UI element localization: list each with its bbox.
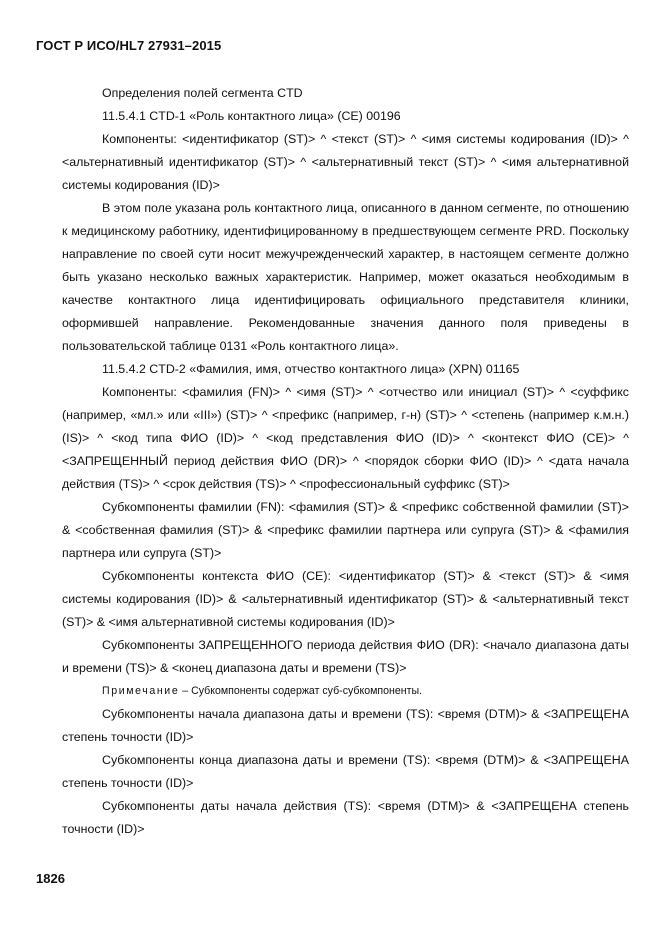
- paragraph: Субкомпоненты фамилии (FN): <фамилия (ST)> & <префикс собственной фамилии (ST)> & <собственная фамилия (ST)> & <префикс фамилии партнера или супруга (ST)> & <фамилия партнера или супруга (ST)>: [62, 500, 629, 560]
- paragraph: Субкомпоненты контекста ФИО (CE): <идентификатор (ST)> & <текст (ST)> & <имя системы кодирования (ID)> & <альтернативный идентификатор (ST)> & <альтернативный текст (ST)> & <имя альтернативной системы кодирования (ID)>: [62, 569, 629, 629]
- page-number: 1826: [36, 871, 65, 886]
- note: [62, 680, 629, 703]
- paragraph: Субкомпоненты конца диапазона даты и времени (TS): <время (DTM)> & <ЗАПРЕЩЕНА степень точности (ID)>: [62, 753, 629, 790]
- field-heading-ctd-1: 11.5.4.1 CTD-1 «Роль контактного лица» (CE) 00196: [102, 109, 401, 123]
- paragraph: Компоненты: <идентификатор (ST)> ^ <текст (ST)> ^ <имя системы кодирования (ID)> ^ <альтернативный идентификатор (ST)> ^ <альтернативный текст (ST)> ^ <имя альтернативной системы кодирования (ID)>: [62, 132, 629, 192]
- section-title: Определения полей сегмента CTD: [102, 86, 303, 100]
- document-body: [62, 82, 629, 841]
- note-label: Примечание: [102, 685, 180, 697]
- note-text: – Субкомпоненты содержат суб-субкомпоненты.: [179, 685, 423, 697]
- paragraph: Субкомпоненты даты начала действия (TS): <время (DTM)> & <ЗАПРЕЩЕНА степень точности (ID)>: [62, 799, 629, 836]
- paragraph: Субкомпоненты начала диапазона даты и времени (TS): <время (DTM)> & <ЗАПРЕЩЕНА степень точности (ID)>: [62, 707, 629, 744]
- field-heading-ctd-2: 11.5.4.2 CTD-2 «Фамилия, имя, отчество контактного лица» (XPN) 01165: [102, 362, 520, 376]
- paragraph: Субкомпоненты ЗАПРЕЩЕННОГО периода действия ФИО (DR): <начало диапазона даты и времени (TS)> & <конец диапазона даты и времени (TS)>: [62, 638, 629, 675]
- paragraph: Компоненты: <фамилия (FN)> ^ <имя (ST)> ^ <отчество или инициал (ST)> ^ <суффикс (например, «мл.» или «III») (ST)> ^ <префикс (например, г-н) (ST)> ^ <степень (например к.м.н.) (IS)> ^ <код типа ФИО (ID)> ^ <код представления ФИО (ID)> ^ <контекст ФИО (CE)> ^ <ЗАПРЕЩЕННЫЙ период действия ФИО (DR)> ^ <порядок сборки ФИО (ID)> ^ <дата начала действия (TS)> ^ <срок действия (TS)> ^ <профессиональный суффикс (ST)>: [62, 385, 629, 491]
- document-header: ГОСТ Р ИСО/HL7 27931–2015: [36, 38, 222, 53]
- paragraph: В этом поле указана роль контактного лица, описанного в данном сегменте, по отношению к медицинскому работнику, идентифицированному в предшествующем сегменте PRD. Поскольку направление по своей сути носит межучрежденческий характер, в настоящем сегменте должно быть указано несколько важных характеристик. Например, может оказаться необходимым в качестве контактного лица идентифицировать официального представителя клиники, оформившей направление. Рекомендованные значения данного поля приведены в пользовательской таблице 0131 «Роль контактного лица».: [62, 201, 629, 353]
